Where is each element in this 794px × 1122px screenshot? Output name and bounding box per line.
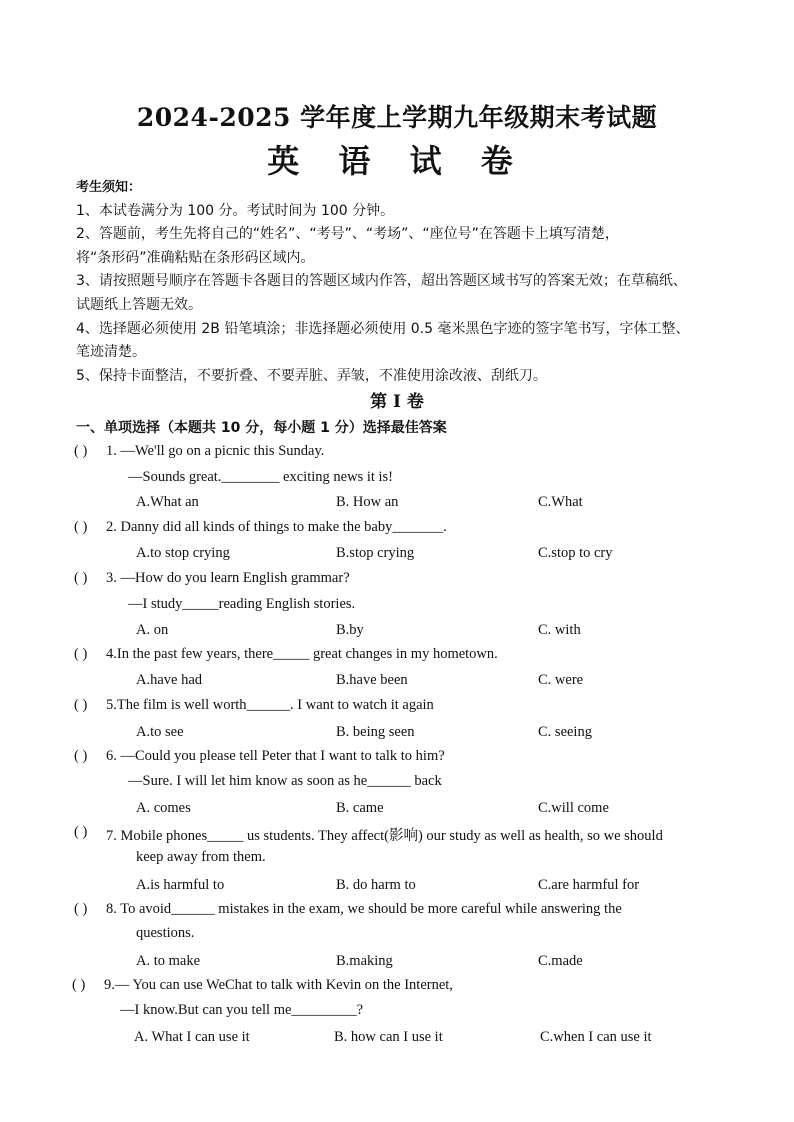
notice-line: 1、本试卷满分为 100 分。考试时间为 100 分钟。 <box>76 202 395 219</box>
option-b: B. came <box>336 800 384 816</box>
option-b: B. how can I use it <box>334 1029 443 1045</box>
option-c: C.will come <box>538 800 609 816</box>
option-a: A.have had <box>136 672 203 688</box>
question-stem: —I study_____reading English stories. <box>128 596 356 612</box>
question-stem: 8. To avoid______ mistakes in the exam, we should be more careful while answering the <box>106 901 622 917</box>
option-b: B. How an <box>336 494 399 510</box>
answer-paren: ( ) <box>72 977 86 993</box>
option-b: B. being seen <box>336 724 415 740</box>
subject-title: 英 语 试 卷 <box>267 142 527 180</box>
answer-paren: ( ) <box>74 901 88 917</box>
option-a: A. to make <box>136 953 201 969</box>
option-c: C. were <box>538 672 584 688</box>
question-stem: keep away from them. <box>136 849 266 865</box>
option-c: C.stop to cry <box>538 545 613 561</box>
notice-line: 4、选择题必须使用 2B 铅笔填涂；非选择题必须使用 0.5 毫米黑色字迹的签字笔书写，字体工整、 <box>76 320 690 337</box>
notice-line: 将“条形码”准确粘贴在条形码区域内。 <box>76 249 315 266</box>
option-a: A.to see <box>136 724 184 740</box>
option-b: B.by <box>336 622 364 638</box>
answer-paren: ( ) <box>74 443 88 459</box>
option-a: A.What an <box>136 494 199 510</box>
question-stem: 6. —Could you please tell Peter that I want to talk to him? <box>106 748 445 764</box>
notice-line: 3、请按照题号顺序在答题卡各题目的答题区域内作答，超出答题区域书写的答案无效；在草稿纸、 <box>76 273 687 290</box>
question-stem: —Sounds great.________ exciting news it is! <box>128 469 394 485</box>
question-stem: 7. Mobile phones_____ us students. They affect(影响) our study as well as health, so we should <box>106 828 663 844</box>
answer-paren: ( ) <box>74 748 88 764</box>
option-c: C. seeing <box>538 724 592 740</box>
question-stem: 1. —We'll go on a picnic this Sunday. <box>106 443 325 459</box>
notice-line: 笔迹清楚。 <box>76 344 146 361</box>
question-stem: 3. —How do you learn English grammar? <box>106 570 350 586</box>
answer-paren: ( ) <box>74 570 88 586</box>
option-b: B.have been <box>336 672 408 688</box>
option-a: A. on <box>136 622 169 638</box>
option-a: A.is harmful to <box>136 877 225 893</box>
answer-paren: ( ) <box>74 646 88 662</box>
option-c: C. with <box>538 622 581 638</box>
answer-paren: ( ) <box>74 519 88 535</box>
answer-paren: ( ) <box>74 697 88 713</box>
part-heading: 一、单项选择（本题共 10 分，每小题 1 分）选择最佳答案 <box>76 420 447 436</box>
option-a: A.to stop crying <box>136 545 230 561</box>
option-c: C.when I can use it <box>540 1029 652 1045</box>
question-stem: 5.The film is well worth______. I want to watch it again <box>106 697 434 713</box>
question-stem: —Sure. I will let him know as soon as he______ back <box>128 773 442 789</box>
notice-heading: 考生须知： <box>76 180 142 195</box>
option-c: C.made <box>538 953 583 969</box>
exam-title: 2024-2025 学年度上学期九年级期末考试题 <box>136 103 658 132</box>
question-stem: 4.In the past few years, there_____ great changes in my hometown. <box>106 646 498 662</box>
question-stem: 9.— You can use WeChat to talk with Kevin on the Internet, <box>104 977 453 993</box>
question-stem: —I know.But can you tell me_________? <box>120 1002 364 1018</box>
answer-paren: ( ) <box>74 824 88 840</box>
option-a: A. comes <box>136 800 191 816</box>
section-title: 第 I 卷 <box>370 392 424 412</box>
question-stem: 2. Danny did all kinds of things to make the baby_______. <box>106 519 447 535</box>
notice-line: 5、保持卡面整洁，不要折叠、不要弄脏、弄皱，不准使用涂改液、刮纸刀。 <box>76 367 547 384</box>
option-c: C.What <box>538 494 583 510</box>
option-b: B.making <box>336 953 393 969</box>
question-stem: questions. <box>136 925 195 941</box>
option-b: B. do harm to <box>336 877 416 893</box>
option-b: B.stop crying <box>336 545 415 561</box>
exam-notice <box>76 176 746 388</box>
option-a: A. What I can use it <box>134 1029 250 1045</box>
notice-line: 2、答题前，考生先将自己的“姓名”、“考号”、“考场”、“座位号”在答题卡上填写清楚， <box>76 226 619 243</box>
notice-line: 试题纸上答题无效。 <box>76 296 202 313</box>
option-c: C.are harmful for <box>538 877 640 893</box>
